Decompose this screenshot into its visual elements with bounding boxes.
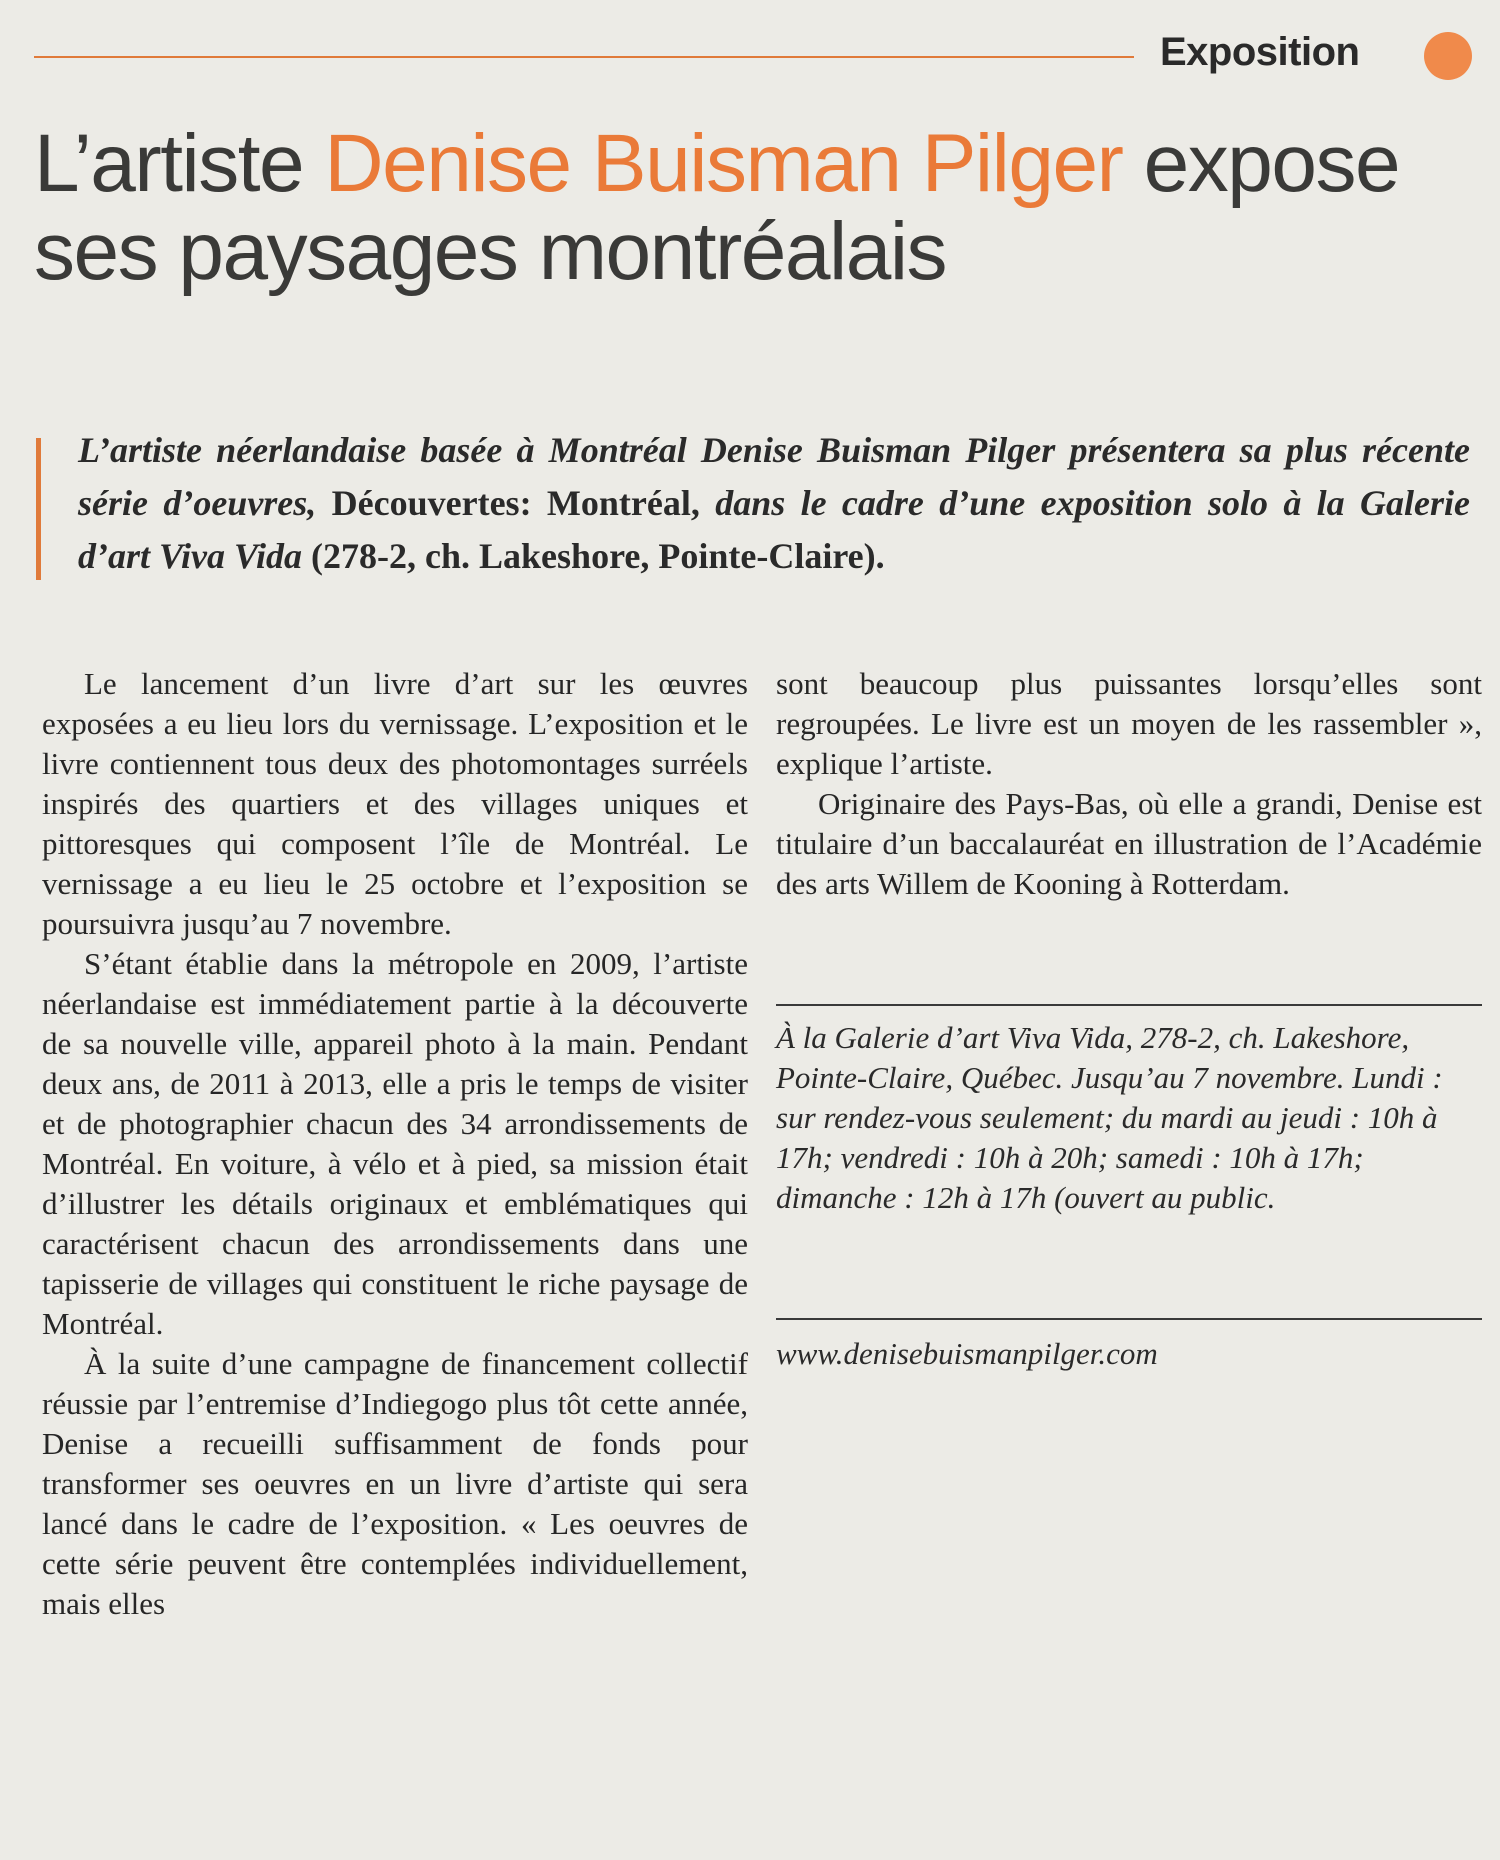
headline: [34, 120, 1474, 296]
exhibition-info: À la Galerie d’art Viva Vida, 278-2, ch. Lakeshore, Pointe-Claire, Québec. Jusqu’au 7 novembre. Lundi : sur rendez-vous seulement; du mardi au jeudi : 10h à 17h; vendredi : 10h à 20h; samedi : 10h à 17h; dimanche : 12h à 17h (ouvert au public.: [776, 1020, 1443, 1215]
info-divider-bottom: [776, 1318, 1482, 1320]
headline-part1: L’artiste: [34, 118, 325, 209]
body-paragraph: Originaire des Pays-Bas, où elle a grandi, Denise est titulaire d’un baccalauréat en illustration de l’Académie des arts Willem de Kooning à Rotterdam.: [776, 786, 1482, 901]
lead-accent-bar: [36, 438, 41, 580]
body-paragraph: S’étant établie dans la métropole en 2009, l’artiste néerlandaise est immédiatement partie à la découverte de sa nouvelle ville, appareil photo à la main. Pendant deux ans, de 2011 à 2013, elle a pris le temps de visiter et de photographier chacun des 34 arrondissements de Montréal. En voiture, à vélo et à pied, sa mission était d’illustrer les détails originaux et emblématiques qui caractérisent chacun des arrondissements dans une tapisserie de villages qui constituent le riche paysage de Montréal.: [42, 946, 748, 1341]
section-dot-icon: [1424, 32, 1472, 80]
article-column-left: [42, 664, 748, 1624]
lead-series-title: Découvertes: Montréal,: [331, 483, 700, 523]
lead-address: (278-2, ch. Lakeshore, Pointe-Claire).: [311, 536, 885, 576]
section-label: Exposition: [1160, 30, 1360, 74]
lead-paragraph: [78, 424, 1470, 583]
info-divider-top: [776, 1004, 1482, 1006]
body-paragraph: Le lancement d’un livre d’art sur les œuvres exposées a eu lieu lors du vernissage. L’exposition et le livre contiennent tous deux des photomontages surréels inspirés des quartiers et des villages uniques et pittoresques qui composent l’île de Montréal. Le vernissage a eu lieu le 25 octobre et l’exposition se poursuivra jusqu’au 7 novembre.: [42, 666, 748, 941]
website-url: www.denisebuismanpilger.com: [776, 1336, 1158, 1371]
article-column-right: [776, 664, 1482, 904]
headline-artist-name: Denise Buisman Pilger: [324, 118, 1123, 209]
lead-part1: L’artiste néerlandaise basée à Montréal Denise Buisman Pilger présentera sa plus récente série d’oeuvres,: [78, 430, 1470, 523]
section-rule: [34, 56, 1134, 58]
headline-part2: expose ses paysages montréalais: [34, 118, 1400, 297]
body-paragraph: À la suite d’une campagne de financement collectif réussie par l’entremise d’Indiegogo plus tôt cette année, Denise a recueilli suffisamment de fonds pour transformer ses oeuvres en un livre d’artiste qui sera lancé dans le cadre de l’exposition. « Les oeuvres de cette série peuvent être contemplées individuellement, mais elles: [42, 1346, 748, 1621]
lead-part2: dans le cadre d’une exposition solo à la Galerie d’art Viva Vida: [78, 483, 1470, 576]
body-paragraph-continued: sont beaucoup plus puissantes lorsqu’elles sont regroupées. Le livre est un moyen de les rassembler », explique l’artiste.: [776, 666, 1482, 781]
